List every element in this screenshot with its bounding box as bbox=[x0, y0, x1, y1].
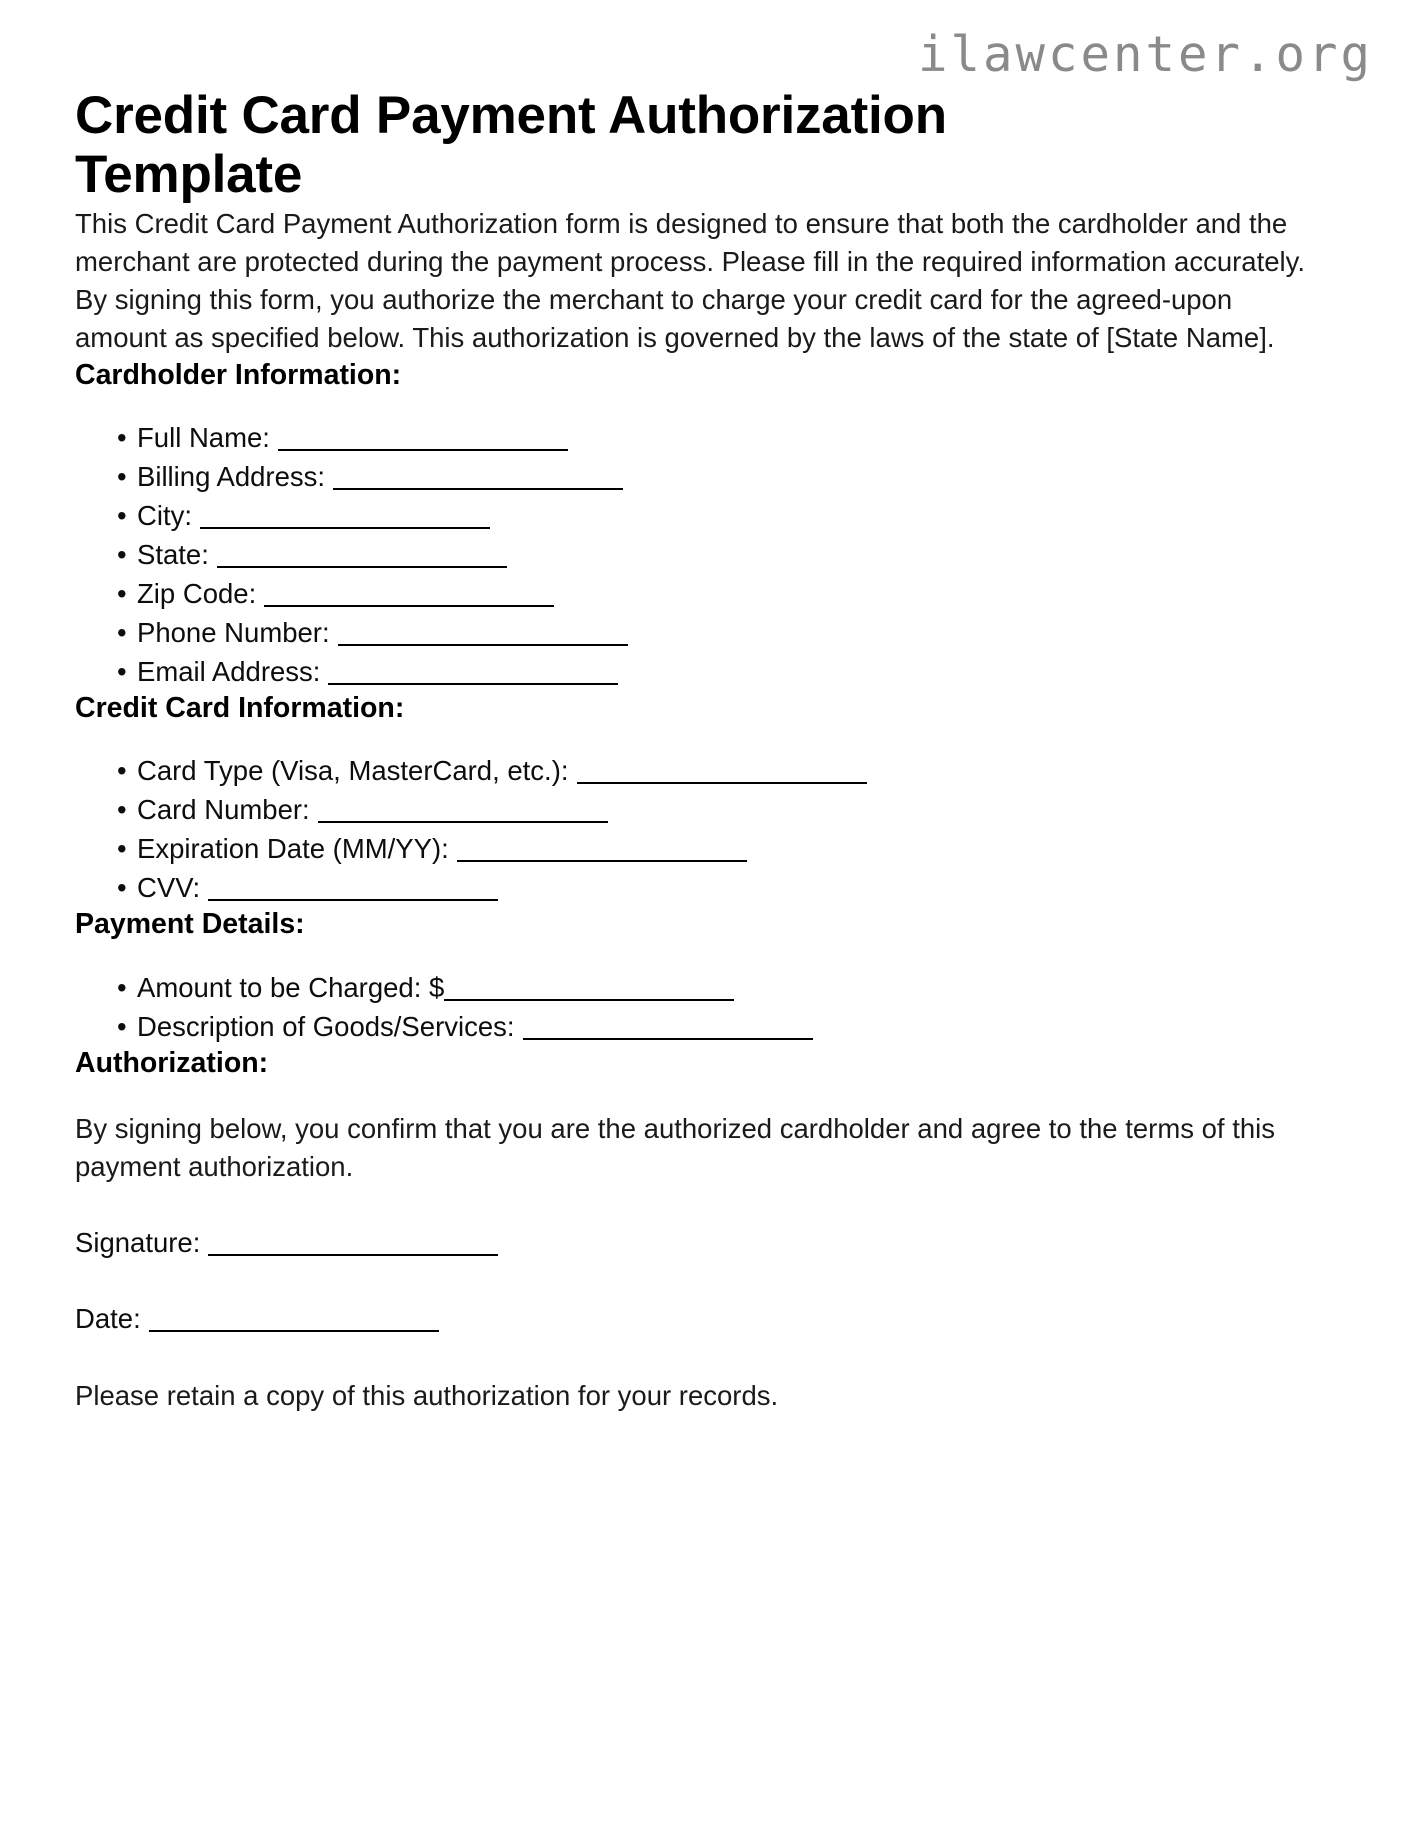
field-label: Full Name: bbox=[137, 421, 270, 453]
bullet-icon: • bbox=[117, 794, 127, 826]
date-line bbox=[75, 1300, 1336, 1337]
field-label: Email Address: bbox=[137, 656, 321, 688]
field-blank[interactable] bbox=[278, 429, 568, 451]
field-blank[interactable] bbox=[333, 468, 623, 490]
list-item bbox=[75, 652, 1336, 691]
field-blank[interactable] bbox=[318, 801, 608, 823]
bullet-icon: • bbox=[117, 833, 127, 865]
section-heading-payment-details: Payment Details: bbox=[75, 908, 305, 941]
bullet-icon: • bbox=[117, 872, 127, 904]
field-label: Card Type (Visa, MasterCard, etc.): bbox=[137, 755, 569, 787]
bullet-icon: • bbox=[117, 656, 127, 688]
field-blank[interactable] bbox=[457, 840, 747, 862]
list-item bbox=[75, 418, 1336, 457]
field-label: Amount to be Charged: $ bbox=[137, 971, 445, 1003]
closing-note: Please retain a copy of this authorization for your records. bbox=[75, 1379, 779, 1411]
date-label: Date: bbox=[75, 1302, 141, 1334]
payment-details-field-list bbox=[75, 968, 1336, 1046]
field-label: Zip Code: bbox=[137, 577, 257, 609]
section-heading-authorization: Authorization: bbox=[75, 1046, 269, 1079]
field-label: Card Number: bbox=[137, 794, 310, 826]
field-blank[interactable] bbox=[444, 979, 734, 1001]
list-item bbox=[75, 457, 1336, 496]
field-label: Phone Number: bbox=[137, 617, 330, 649]
field-blank[interactable] bbox=[523, 1018, 813, 1040]
bullet-icon: • bbox=[117, 421, 127, 453]
field-blank[interactable] bbox=[208, 879, 498, 901]
signature-line bbox=[75, 1224, 1336, 1261]
bullet-icon: • bbox=[117, 971, 127, 1003]
list-item bbox=[75, 535, 1336, 574]
list-item bbox=[75, 751, 1336, 790]
bullet-icon: • bbox=[117, 577, 127, 609]
list-item bbox=[75, 829, 1336, 868]
date-blank[interactable] bbox=[149, 1310, 439, 1332]
cardholder-field-list bbox=[75, 418, 1336, 691]
field-blank[interactable] bbox=[328, 663, 618, 685]
section-heading-credit-card-information: Credit Card Information: bbox=[75, 692, 405, 725]
list-item bbox=[75, 613, 1336, 652]
list-item bbox=[75, 868, 1336, 907]
field-blank[interactable] bbox=[217, 546, 507, 568]
field-label: State: bbox=[137, 538, 209, 570]
bullet-icon: • bbox=[117, 617, 127, 649]
bullet-icon: • bbox=[117, 460, 127, 492]
section-heading-cardholder-information: Cardholder Information: bbox=[75, 358, 402, 391]
signature-blank[interactable] bbox=[208, 1234, 498, 1256]
bullet-icon: • bbox=[117, 1010, 127, 1042]
field-blank[interactable] bbox=[264, 585, 554, 607]
list-item bbox=[75, 496, 1336, 535]
bullet-icon: • bbox=[117, 499, 127, 531]
intro-paragraph: This Credit Card Payment Authorization form is designed to ensure that both the cardholder and the merchant are protected during the payment process. Please fill in the required information accurately. bbox=[75, 207, 1305, 277]
bullet-icon: • bbox=[117, 755, 127, 787]
field-label: City: bbox=[137, 499, 192, 531]
list-item bbox=[75, 1007, 1336, 1046]
field-label: Description of Goods/Services: bbox=[137, 1010, 515, 1042]
field-blank[interactable] bbox=[577, 762, 867, 784]
bullet-icon: • bbox=[117, 538, 127, 570]
credit-card-field-list bbox=[75, 751, 1336, 907]
field-label: CVV: bbox=[137, 872, 201, 904]
signature-label: Signature: bbox=[75, 1227, 201, 1259]
page-title: Credit Card Payment Authorization Template bbox=[75, 86, 947, 205]
list-item bbox=[75, 790, 1336, 829]
list-item bbox=[75, 968, 1336, 1007]
field-label: Expiration Date (MM/YY): bbox=[137, 833, 449, 865]
site-watermark: ilawcenter.org bbox=[917, 26, 1373, 83]
authorization-body-paragraph: By signing below, you confirm that you are the authorized cardholder and agree to the terms of this payment authorization. bbox=[75, 1112, 1275, 1183]
list-item bbox=[75, 574, 1336, 613]
authorization-intro-paragraph: By signing this form, you authorize the merchant to charge your credit card for the agreed-upon amount as specified below. This authorization is governed by the laws of the state of [State Name]. bbox=[75, 284, 1275, 354]
field-label: Billing Address: bbox=[137, 460, 326, 492]
field-blank[interactable] bbox=[200, 507, 490, 529]
field-blank[interactable] bbox=[338, 624, 628, 646]
